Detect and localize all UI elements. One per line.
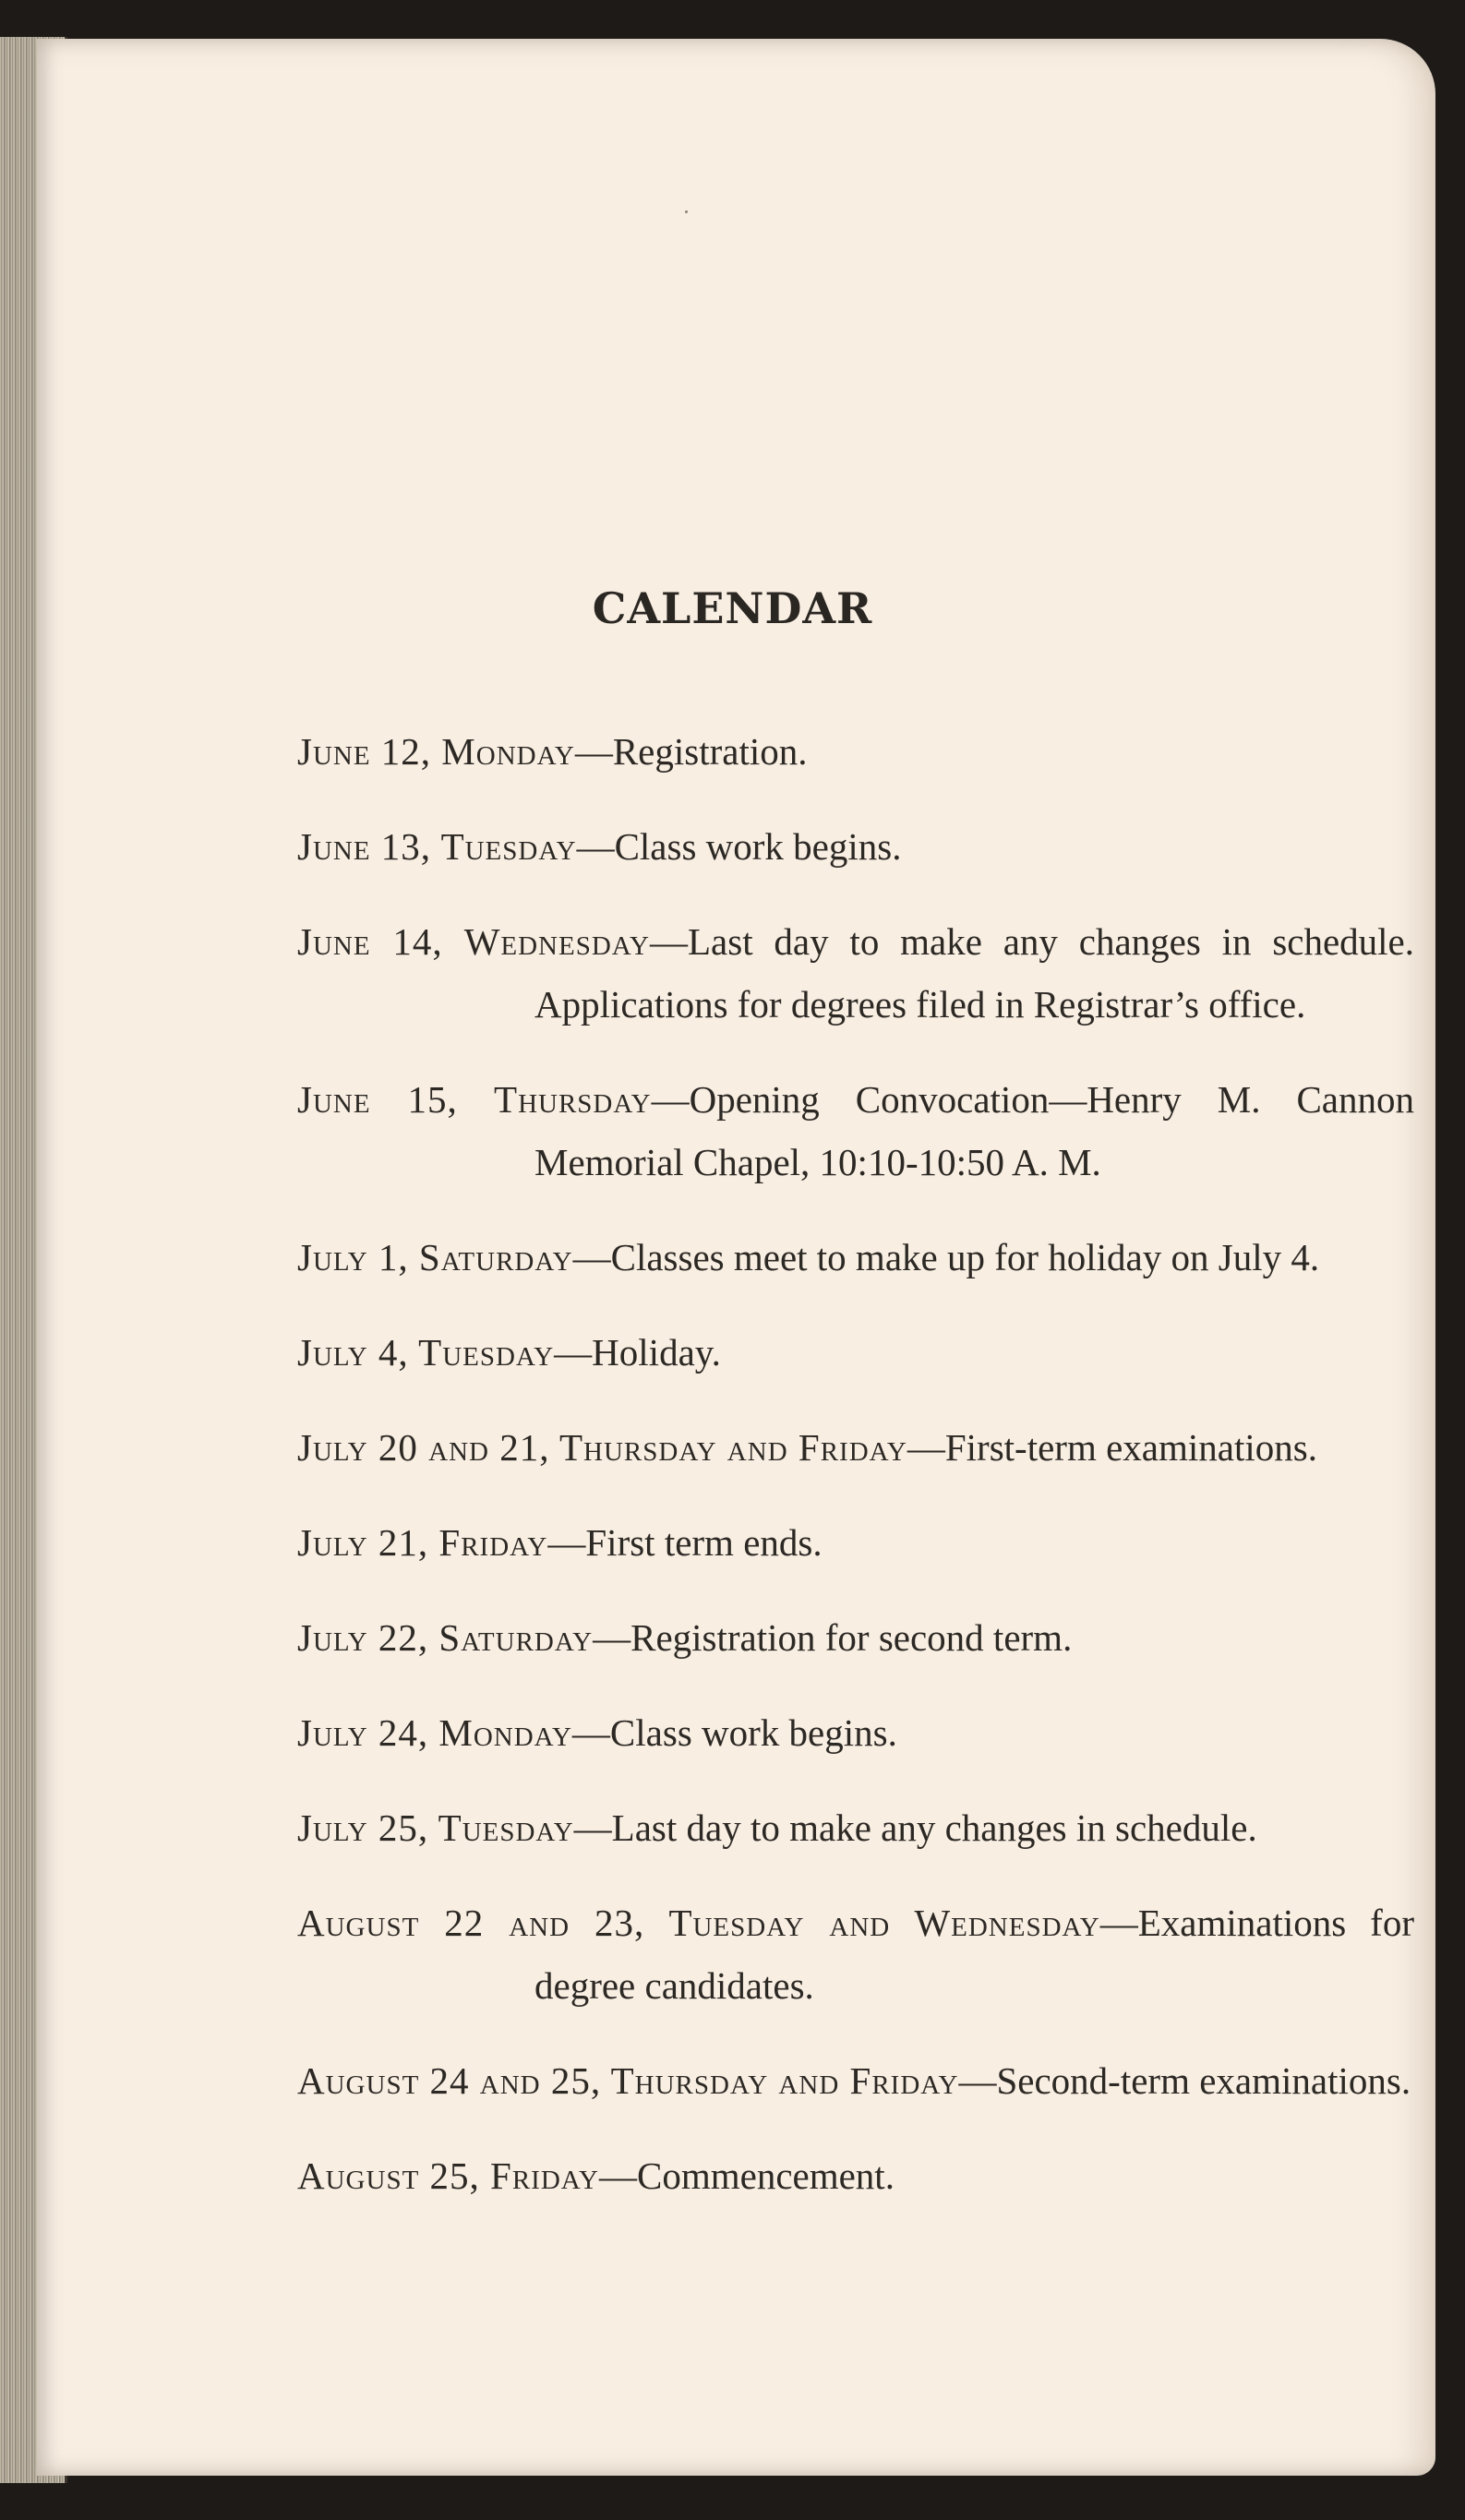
entry-text: First-term examinations. xyxy=(944,1426,1317,1469)
entry-text: Examinations for degree candidates. xyxy=(534,1902,1414,2007)
calendar-entry: July 21, Friday—First term ends. xyxy=(297,1521,823,1564)
entry-date: June 15, Thursday xyxy=(297,1078,652,1121)
entry-text: Opening Convocation—Henry M. Cannon Memorial Chapel, 10:10-10:50 A. M. xyxy=(534,1078,1414,1183)
entry-text: Last day to make any changes in schedule. Applications for degrees filed in Registrar’s office. xyxy=(534,920,1415,1026)
entry-date: August 24 and 25, Thursday and Friday xyxy=(297,2059,959,2102)
entry-text: Registration. xyxy=(612,730,808,773)
entry-text: Commencement. xyxy=(637,2154,895,2197)
calendar-entry: August 24 and 25, Thursday and Friday—Second-term examinations. xyxy=(297,2059,1411,2102)
calendar-entry: July 1, Saturday—Classes meet to make up for holiday on July 4. xyxy=(297,1236,1320,1278)
calendar-entry: June 14, Wednesday—Last day to make any changes in schedule. Applications for degrees filed in Registrar’s office. xyxy=(297,920,1415,1026)
entry-date: June 12, Monday xyxy=(297,730,575,773)
entry-text: Holiday. xyxy=(592,1331,721,1374)
entry-date: July 21, Friday xyxy=(297,1521,548,1564)
calendar-entry: June 13, Tuesday—Class work begins. xyxy=(297,825,902,868)
entry-date: July 22, Saturday xyxy=(297,1616,594,1659)
calendar-entry: August 22 and 23, Tuesday and Wednesday—Examinations for degree candidates. xyxy=(297,1902,1414,2007)
calendar-entry: June 15, Thursday—Opening Convocation—Henry M. Cannon Memorial Chapel, 10:10-10:50 A. M. xyxy=(297,1078,1414,1183)
calendar-entries xyxy=(297,720,1414,2239)
calendar-entry: July 25, Tuesday—Last day to make any changes in schedule. xyxy=(297,1806,1257,1849)
entry-date: July 4, Tuesday xyxy=(297,1331,555,1374)
entry-date: June 13, Tuesday xyxy=(297,825,577,868)
entry-date: July 1, Saturday xyxy=(297,1236,573,1278)
entry-date: June 14, Wednesday xyxy=(297,920,651,963)
calendar-entry: August 25, Friday—Commencement. xyxy=(297,2154,895,2197)
page-title: CALENDAR xyxy=(592,583,873,633)
calendar-entry: July 24, Monday—Class work begins. xyxy=(297,1711,897,1754)
paper-speck xyxy=(685,210,688,213)
calendar-entry: June 12, Monday—Registration. xyxy=(297,730,808,773)
entry-date: August 25, Friday xyxy=(297,2154,599,2197)
entry-text: Registration for second term. xyxy=(630,1616,1073,1659)
entry-text: Classes meet to make up for holiday on July 4. xyxy=(610,1236,1320,1278)
entry-date: July 24, Monday xyxy=(297,1711,572,1754)
entry-text: First term ends. xyxy=(585,1521,823,1564)
entry-date: August 22 and 23, Tuesday and Wednesday xyxy=(297,1902,1100,1944)
calendar-entry: July 22, Saturday—Registration for second term. xyxy=(297,1616,1073,1659)
entry-text: Class work begins. xyxy=(614,825,902,868)
calendar-entry: July 4, Tuesday—Holiday. xyxy=(297,1331,721,1374)
entry-date: July 20 and 21, Thursday and Friday xyxy=(297,1426,907,1469)
entry-date: July 25, Tuesday xyxy=(297,1806,574,1849)
entry-text: Second-term examinations. xyxy=(996,2059,1411,2102)
entry-text: Last day to make any changes in schedule. xyxy=(611,1806,1257,1849)
entry-text: Class work begins. xyxy=(609,1711,897,1754)
calendar-entry: July 20 and 21, Thursday and Friday—First-term examinations. xyxy=(297,1426,1317,1469)
